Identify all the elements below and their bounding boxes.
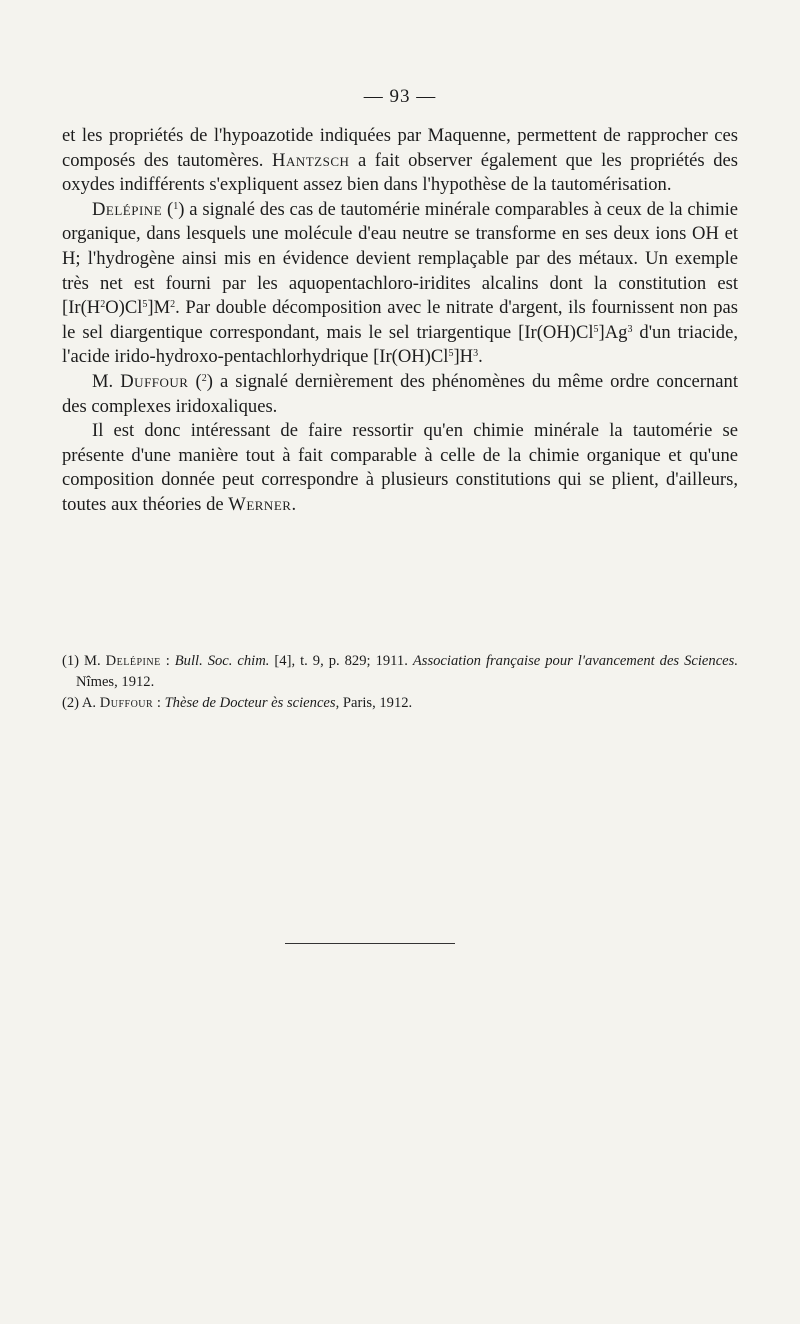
footnote	[62, 651, 738, 693]
italic-citation: Association française pour l'avancement des Sciences.	[412, 653, 738, 669]
author-name: Hantzsch	[272, 149, 350, 171]
superscript: 2	[170, 299, 176, 311]
text-run: , Paris, 1912.	[335, 695, 413, 711]
paragraph	[62, 419, 738, 517]
paragraph	[62, 198, 738, 370]
text-run: [4], t. 9, p. 829; 1911.	[269, 653, 413, 669]
text-run: d'un triacide, l'acide irido-hydroxo-pentachlorhydrique [Ir(OH)Cl	[62, 321, 738, 368]
text-run: .	[478, 346, 483, 368]
superscript: 3	[627, 323, 633, 335]
author-name: Duffour	[99, 695, 154, 711]
text-run: O)Cl	[105, 297, 143, 319]
end-rule	[285, 943, 455, 944]
text-run: Il est donc intéressant de faire ressortir qu'en chimie minérale la tautomérie se présente d'une manière tout à fait comparable à celle de la chimie organique et qu'une composition donnée peut correspondre à plusieurs constitutions qui se plient, d'ailleurs, toutes aux théories de	[62, 420, 738, 515]
body-text	[62, 124, 738, 518]
text-run: et les propriétés de l'hypoazotide indiquées par Maquenne, permettent de rapprocher ces composés des tautomères.	[62, 125, 738, 171]
author-name: Delépine	[105, 653, 161, 669]
text-run: :	[160, 653, 175, 669]
italic-citation: Thèse de Docteur ès sciences	[164, 695, 336, 711]
text-run: .	[291, 493, 297, 515]
text-run: ) a signalé des cas de tautomérie minérale comparables à ceux de la chimie organique, dans lesquels une molécule d'eau neutre se transforme en ses deux ions OH et H; l'hydrogène ainsi mis en évidence devient remplaçable par des métaux. Un exemple très net est fourni par les aquopentachloro-iridites alcalins dont la constitution est [Ir(H	[62, 198, 739, 319]
paragraph	[62, 124, 738, 198]
text-run: ]H	[453, 346, 474, 368]
author-name: Duffour	[120, 370, 189, 392]
text-run: ]M	[147, 297, 171, 319]
text-run: ]Ag	[598, 321, 628, 343]
text-run: (	[188, 370, 202, 392]
text-run: a fait observer également que les propriétés des oxydes indifférents s'expliquent assez bien dans l'hypothèse de la tautomérisation.	[62, 149, 738, 196]
superscript: 2	[100, 299, 106, 311]
superscript: 5	[593, 323, 599, 335]
superscript: 2	[201, 372, 207, 384]
superscript: 5	[142, 299, 148, 311]
page-number: — 93 —	[363, 86, 437, 107]
author-name: Werner	[228, 493, 292, 515]
author-name: Delépine	[92, 198, 163, 220]
italic-citation: Bull. Soc. chim.	[174, 653, 270, 669]
superscript: 1	[173, 200, 179, 212]
text-run: ) a signalé dernièrement des phénomènes du même ordre concernant des complexes iridoxaliques.	[62, 370, 738, 417]
text-run: (	[162, 198, 174, 220]
footnote	[62, 693, 738, 714]
paragraph	[62, 370, 738, 419]
text-run: (1) M.	[62, 653, 106, 669]
text-run: . Par double décomposition avec le nitrate d'argent, ils fournissent non pas le sel diargentique correspondant, mais le sel triargentique [Ir(OH)Cl	[62, 297, 738, 343]
text-run: Nîmes, 1912.	[76, 674, 155, 690]
text-run: M.	[92, 370, 121, 392]
superscript: 3	[473, 348, 479, 360]
superscript: 5	[448, 348, 454, 360]
footnotes	[62, 651, 738, 714]
text-run: (2) A.	[62, 695, 100, 711]
text-run: :	[153, 695, 165, 711]
